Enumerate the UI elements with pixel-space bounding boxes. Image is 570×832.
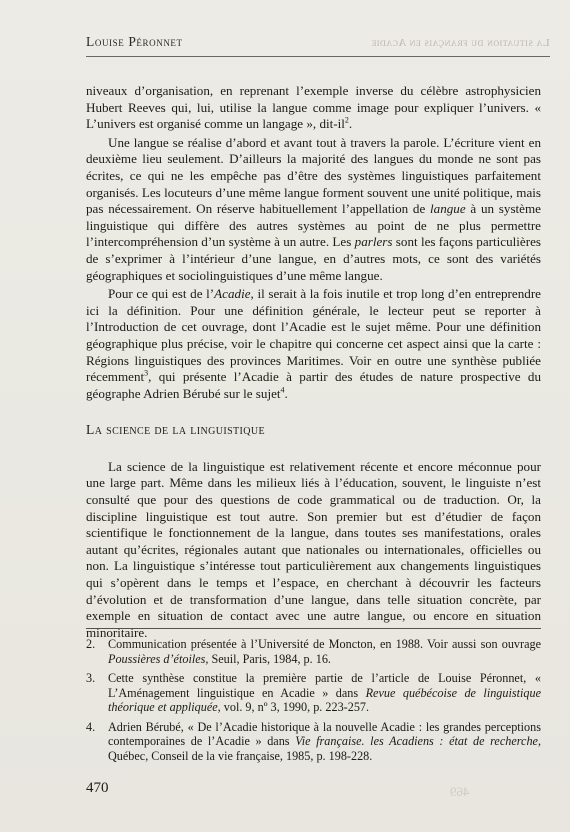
paragraph-4: La science de la linguistique est relativement récente et encore méconnue pour une large part. Même dans les milieux liés à l’éducation, souvent, le linguiste n’est consulté que pour des questions de code grammatical ou de traduction. Or, la discipline linguistique est tout autre. Son premier but est d’étudier de façon scientifique le fonctionnement de la langue, dans toutes ses manifestations, orales autant qu’écrites, régionales autant que nationales ou internationales, officielles ou non. La linguistique s’intéresse tout particulièrement aux changements linguistiques qui s’opèrent dans le temps et l’espace, en cherchant à découvrir les facteurs d’évolution et de transformation d’une langue, dans telle situation concrète, par exemple en situation de contact avec une autre langue, ou encore en situation minoritaire. xyxy=(86,458,541,640)
bleed-through-heading: La situation du français en Acadie xyxy=(371,37,550,49)
footnote-3: 3. Cette synthèse constitue la première partie de l’article de Louise Péronnet, « L’Aménagement linguistique en Acadie » dans Revue québécoise de linguistique théorique et appliquée, vol. 9, nº 3, 1990, p. 223-257. xyxy=(86,671,541,714)
footnotes xyxy=(86,637,541,768)
page-header xyxy=(86,34,550,50)
paragraph-2: Une langue se réalise d’abord et avant tout à travers la parole. L’écriture vient en deuxième lieu seulement. D’ailleurs la majorité des langues du monde ne sont pas écrites, ce qui ne les empêche pas d’être des systèmes linguistiques parfaitement organisés. Les locuteurs d’une même langue forment souvent une unité politique, mais pas nécessairement. On réserve habituellement l’appellation de langue à un système linguistique qui diffère des autres systèmes au point de ne plus permettre l’intercompréhension d’un système à un autre. Les parlers sont les façons particulières de s’exprimer à l’intérieur d’une langue, en d’autres mots, ce sont des variétés géographiques et sociolinguistiques d’une même langue. xyxy=(86,134,541,283)
header-rule xyxy=(86,56,550,57)
page-number: 470 xyxy=(86,780,109,796)
footnote-ref-2: 2 xyxy=(344,115,349,125)
paragraph-3: Pour ce qui est de l’Acadie, il serait à la fois inutile et trop long d’en entreprendre ici la définition. Pour une définition générale, le lecteur peut se reporter à l’Introduction de cet ouvrage, dont l’Acadie est le sujet même. Pour une définition géographique plus précise, voir le chapitre qui concerne cet aspect ainsi que la carte : Régions linguistiques des provinces Maritimes. Voir en outre une synthèse publiée récemment$^3$, qui présente l’Acadie à partir des études de nature prospective du géographe Adrien Bérubé sur le sujet$^4$. xyxy=(86,286,541,401)
bleed-through-page-number: 469 xyxy=(450,784,470,799)
paragraph-1: niveaux d’organisation, en reprenant l’exemple inverse du célèbre astrophysicien Hubert Reeves qui, lui, utilise la langue comme image pour expliquer l’univers. « L’univers est organisé comme un langage », dit-$il^2$. xyxy=(86,83,541,132)
footnote-2: 2. Communication présentée à l’Université de Moncton, en 1988. Voir aussi son ouvrage Poussières d’étoiles, Seuil, Paris, 1984, p. 16. xyxy=(86,637,541,666)
running-head: Louise Péronnet xyxy=(86,34,183,49)
section-heading: La science de la linguistique xyxy=(86,422,266,438)
footnotes-rule xyxy=(86,628,541,629)
footnote-ref-3: 3 xyxy=(144,368,149,378)
footnote-4: 4. Adrien Bérubé, « De l’Acadie historique à la nouvelle Acadie : les grandes perceptions contemporaines de l’Acadie » dans Vie française. les Acadiens : état de recherche, Québec, Conseil de la vie française, 1985, p. 198-228. xyxy=(86,719,541,763)
footnote-ref-4: 4 xyxy=(280,385,285,395)
body-text xyxy=(86,83,541,641)
